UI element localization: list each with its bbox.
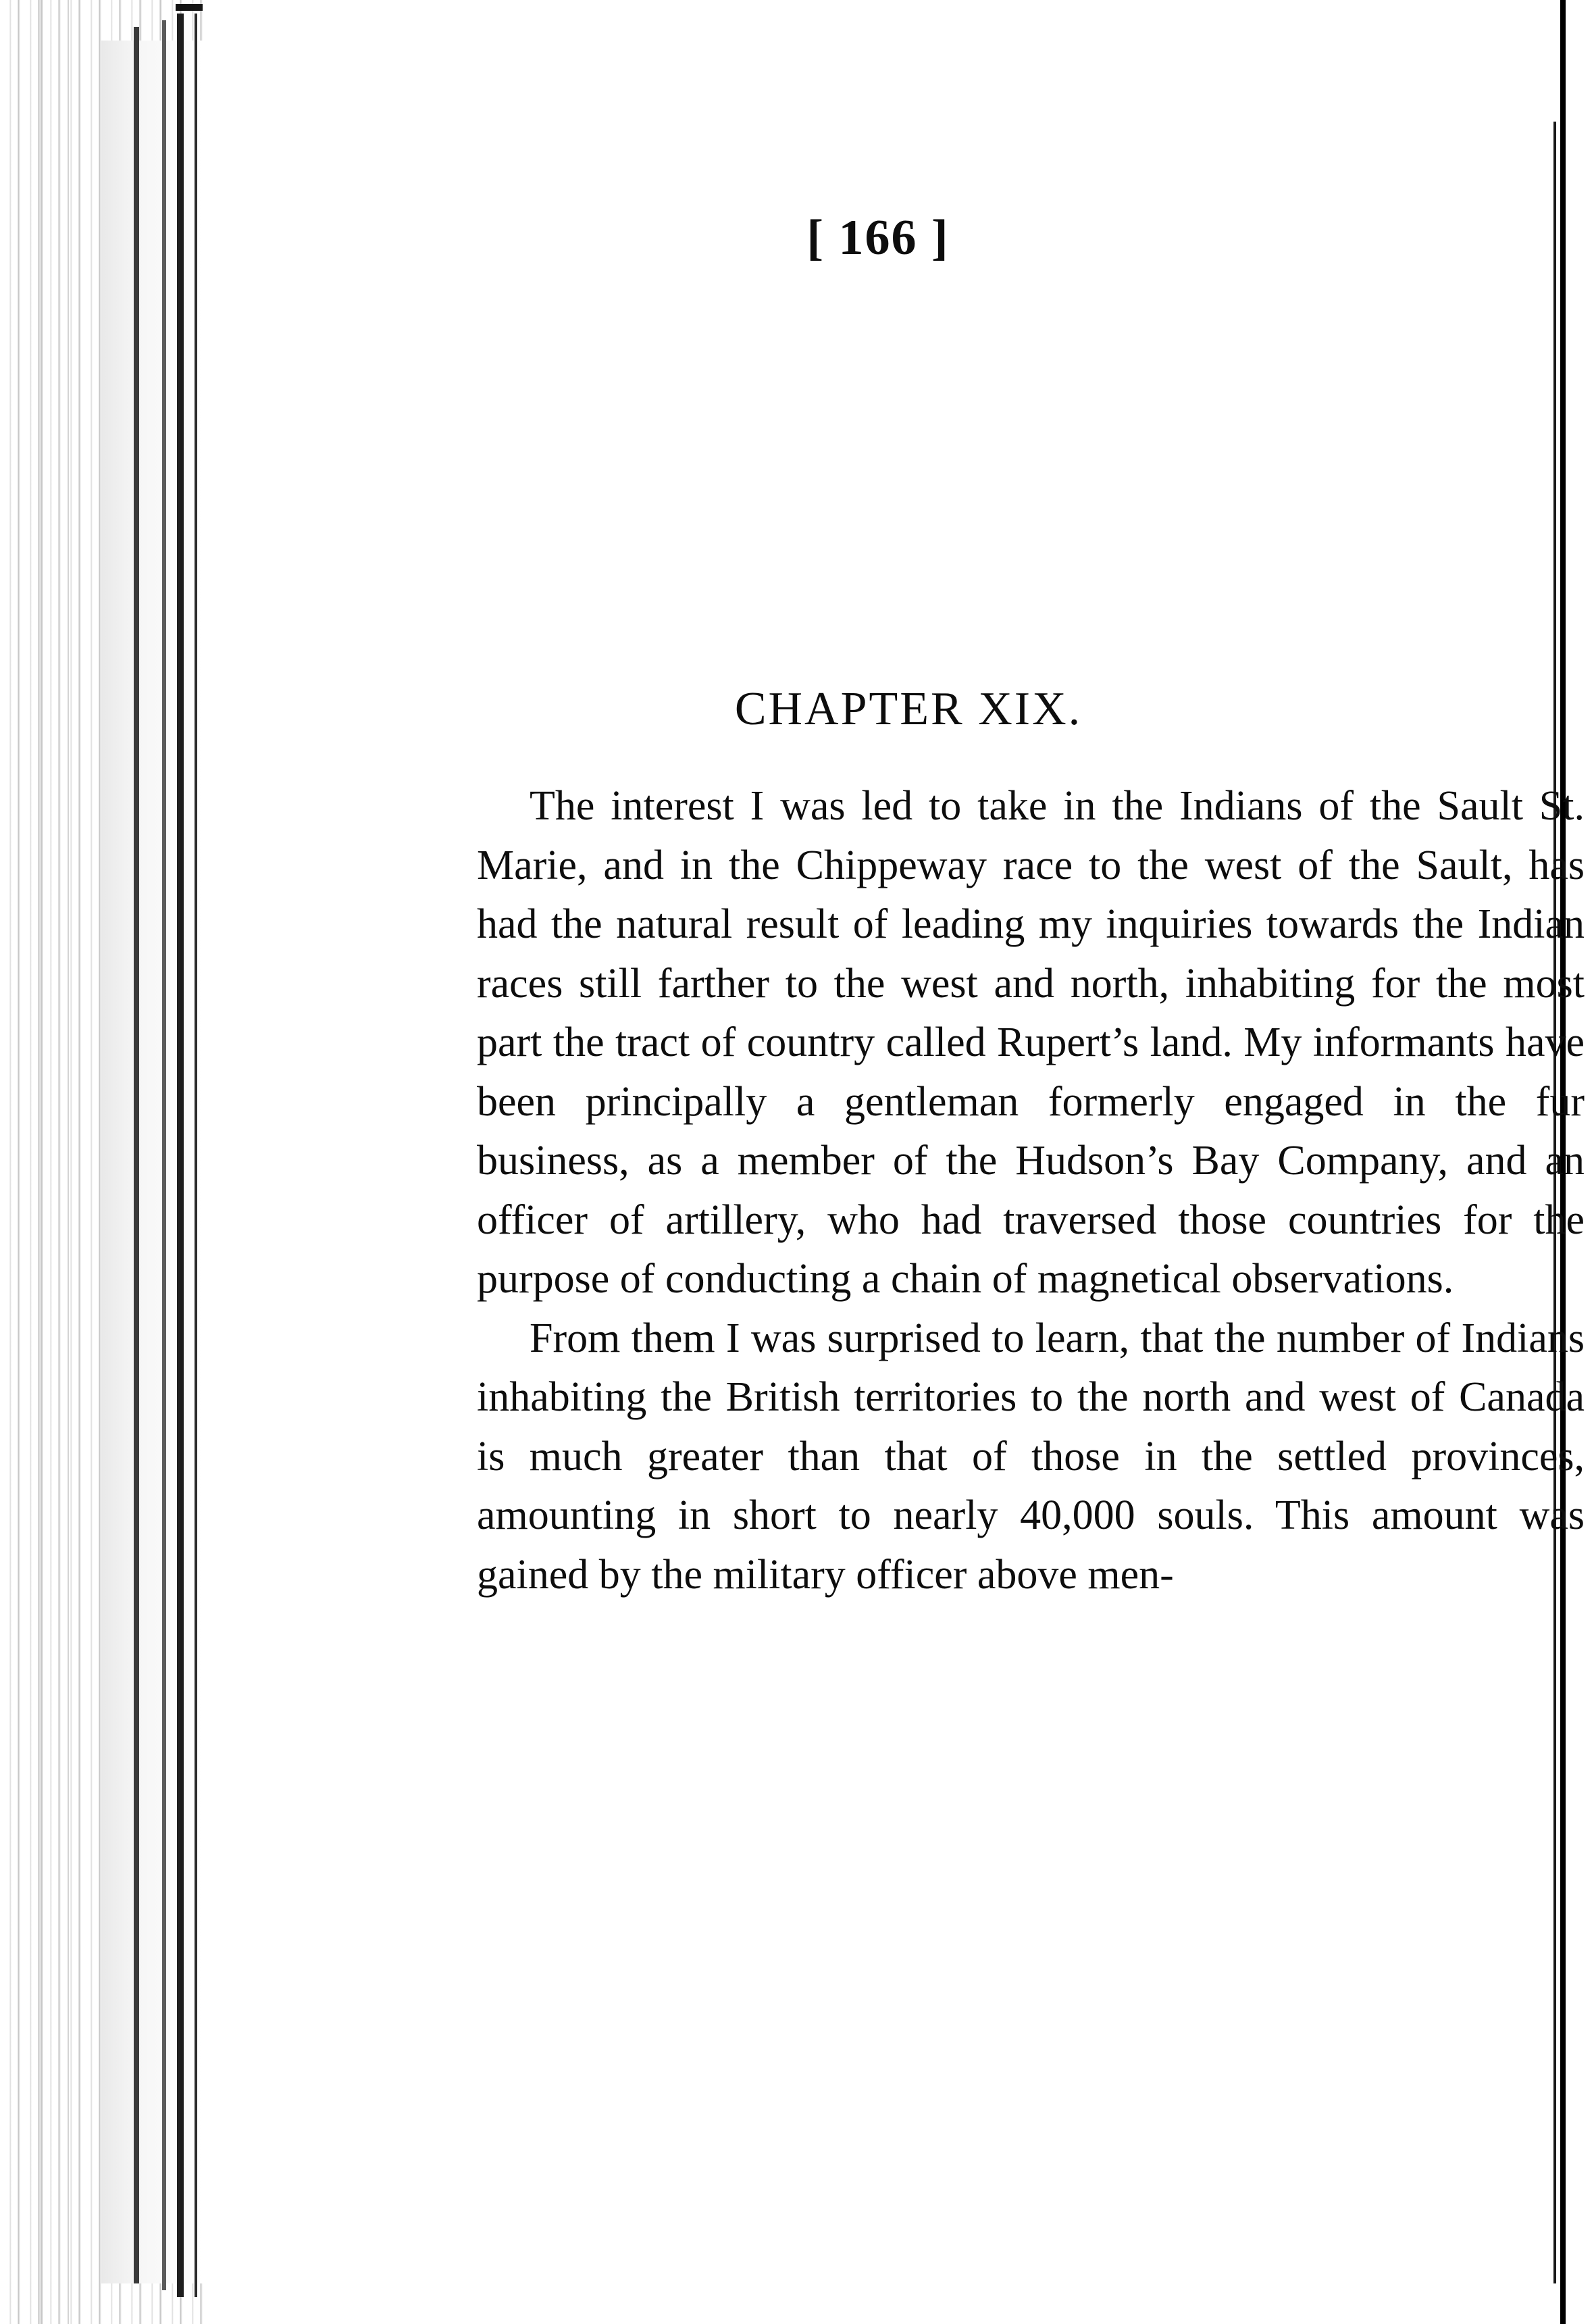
page-edge-line [68,0,69,2324]
paragraph: From them I was surprised to learn, that the number of Indians inhabiting the British territories to the north and west of Canada is much greater than that of those in the settled provinces, amounting in short to nearly 40,000 souls. This amount was gained by the military officer above men- [477,1315,1585,1598]
book-page [203,0,1585,2324]
page-edge-line [195,14,197,2297]
page-edge-line [134,27,139,2283]
gutter-shadow [101,41,203,2283]
paragraph: The interest I was led to take in the Indians of the Sault St. Marie, and in the Chippeway race to the west of the Sault, has had the natural result of leading my inquiries towards the Indian races still farther to the west and north, inhabiting for the most part the tract of country called Rupert’s land. My informants have been principally a gentleman formerly engaged in the fur business, as a member of the Hudson’s Bay Company, and an officer of artillery, who had traversed those countries for the purpose of conducting a chain of magnetical observations. [477,783,1585,1302]
chapter-title: CHAPTER XIX. [734,683,1083,735]
page-edge-line [41,0,43,2324]
body-text [477,777,1585,1605]
page-edge-line [177,14,184,2297]
page-number: [ 166 ] [806,210,950,266]
page-edge-line [162,20,166,2290]
